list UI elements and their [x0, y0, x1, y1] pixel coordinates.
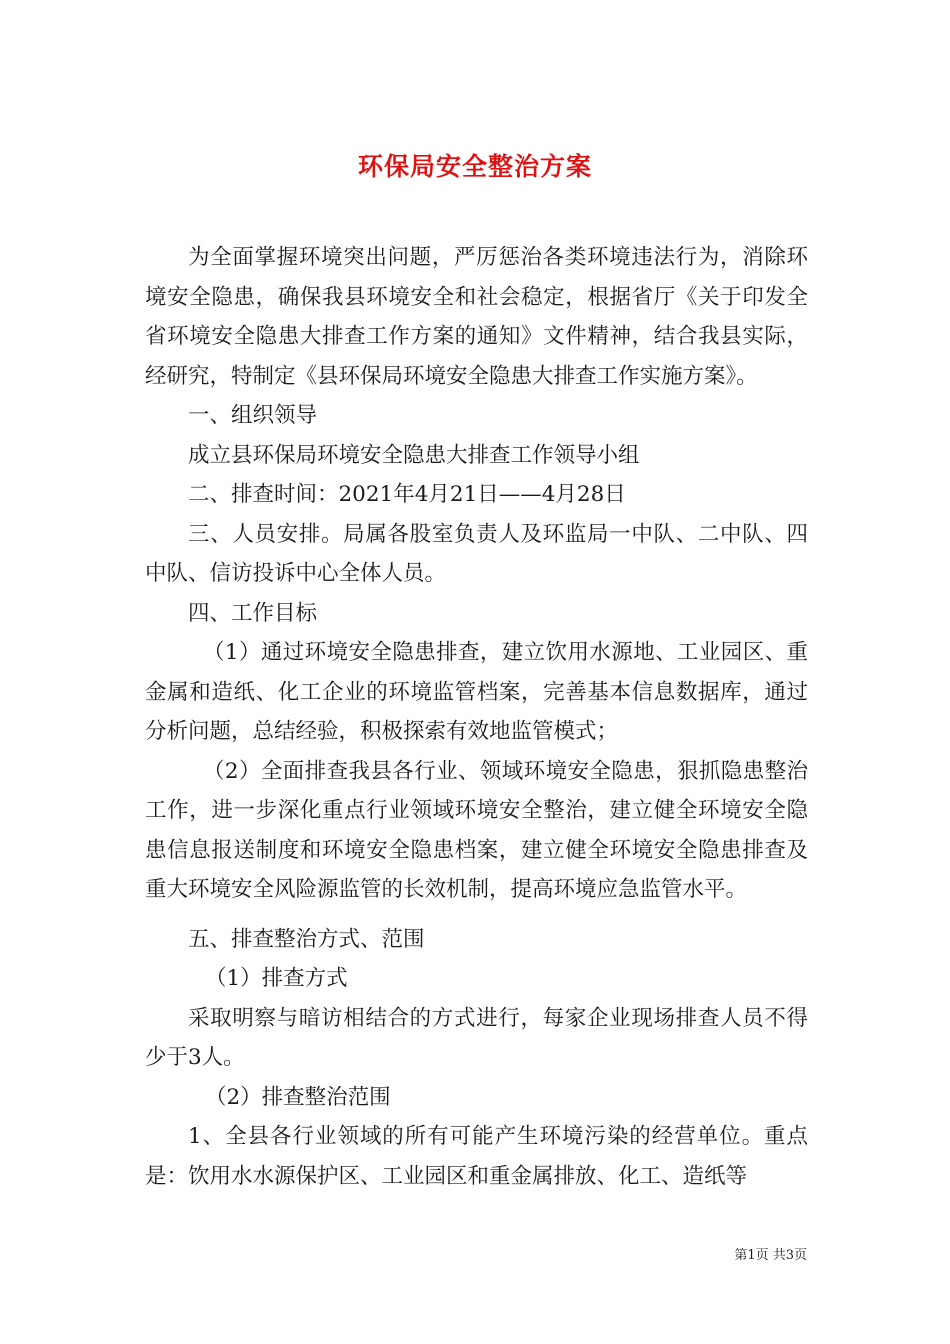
section-heading-staffing: 三、人员安排。局属各股室负责人及环监局一中队、二中队、四中队、信访投诉中心全体人员。	[145, 521, 808, 586]
goal-item-1: （1）通过环境安全隐患排查，建立饮用水源地、工业园区、重金属和造纸、化工企业的环境监管档案，完善基本信息数据库，通过分析问题，总结经验，积极探索有效地监管模式；	[145, 640, 808, 744]
subheading-scope: （2）排查整治范围	[205, 1084, 391, 1110]
intro-paragraph: 为全面掌握环境突出问题，严厉惩治各类环境违法行为，消除环境安全隐患，确保我县环境安全和社会稳定，根据省厅《关于印发全省环境安全隐患大排查工作方案的通知》文件精神，结合我县实际，经研究，特制定《县环保局环境安全隐患大排查工作实施方案》。	[145, 245, 808, 389]
body-paragraph: 成立县环保局环境安全隐患大排查工作领导小组	[188, 442, 640, 468]
body-paragraph: 1、全县各行业领域的所有可能产生环境污染的经营单位。重点是：饮用水水源保护区、工业园区和重金属排放、化工、造纸等	[145, 1124, 808, 1189]
section-heading-schedule: 二、排查时间：2021年4月21日——4月28日	[188, 482, 626, 507]
page-number: 第1页 共3页	[734, 1248, 807, 1263]
body-paragraph: 采取明察与暗访相结合的方式进行，每家企业现场排查人员不得少于3人。	[145, 1005, 808, 1070]
section-heading-organization: 一、组织领导	[188, 403, 318, 428]
document-body	[145, 238, 808, 1196]
section-heading-goals: 四、工作目标	[188, 600, 318, 626]
goal-item-2: （2）全面排查我县各行业、领域环境安全隐患，狠抓隐患整治工作，进一步深化重点行业领域环境安全整治，建立健全环境安全隐患信息报送制度和环境安全隐患档案，建立健全环境安全隐患排查及重大环境安全风险源监管的长效机制，提高环境应急监管水平。	[145, 758, 808, 902]
section-heading-method-scope: 五、排查整治方式、范围	[188, 926, 425, 952]
subheading-method: （1）排查方式	[205, 966, 348, 991]
document-title: 环保局安全整治方案	[357, 151, 592, 181]
